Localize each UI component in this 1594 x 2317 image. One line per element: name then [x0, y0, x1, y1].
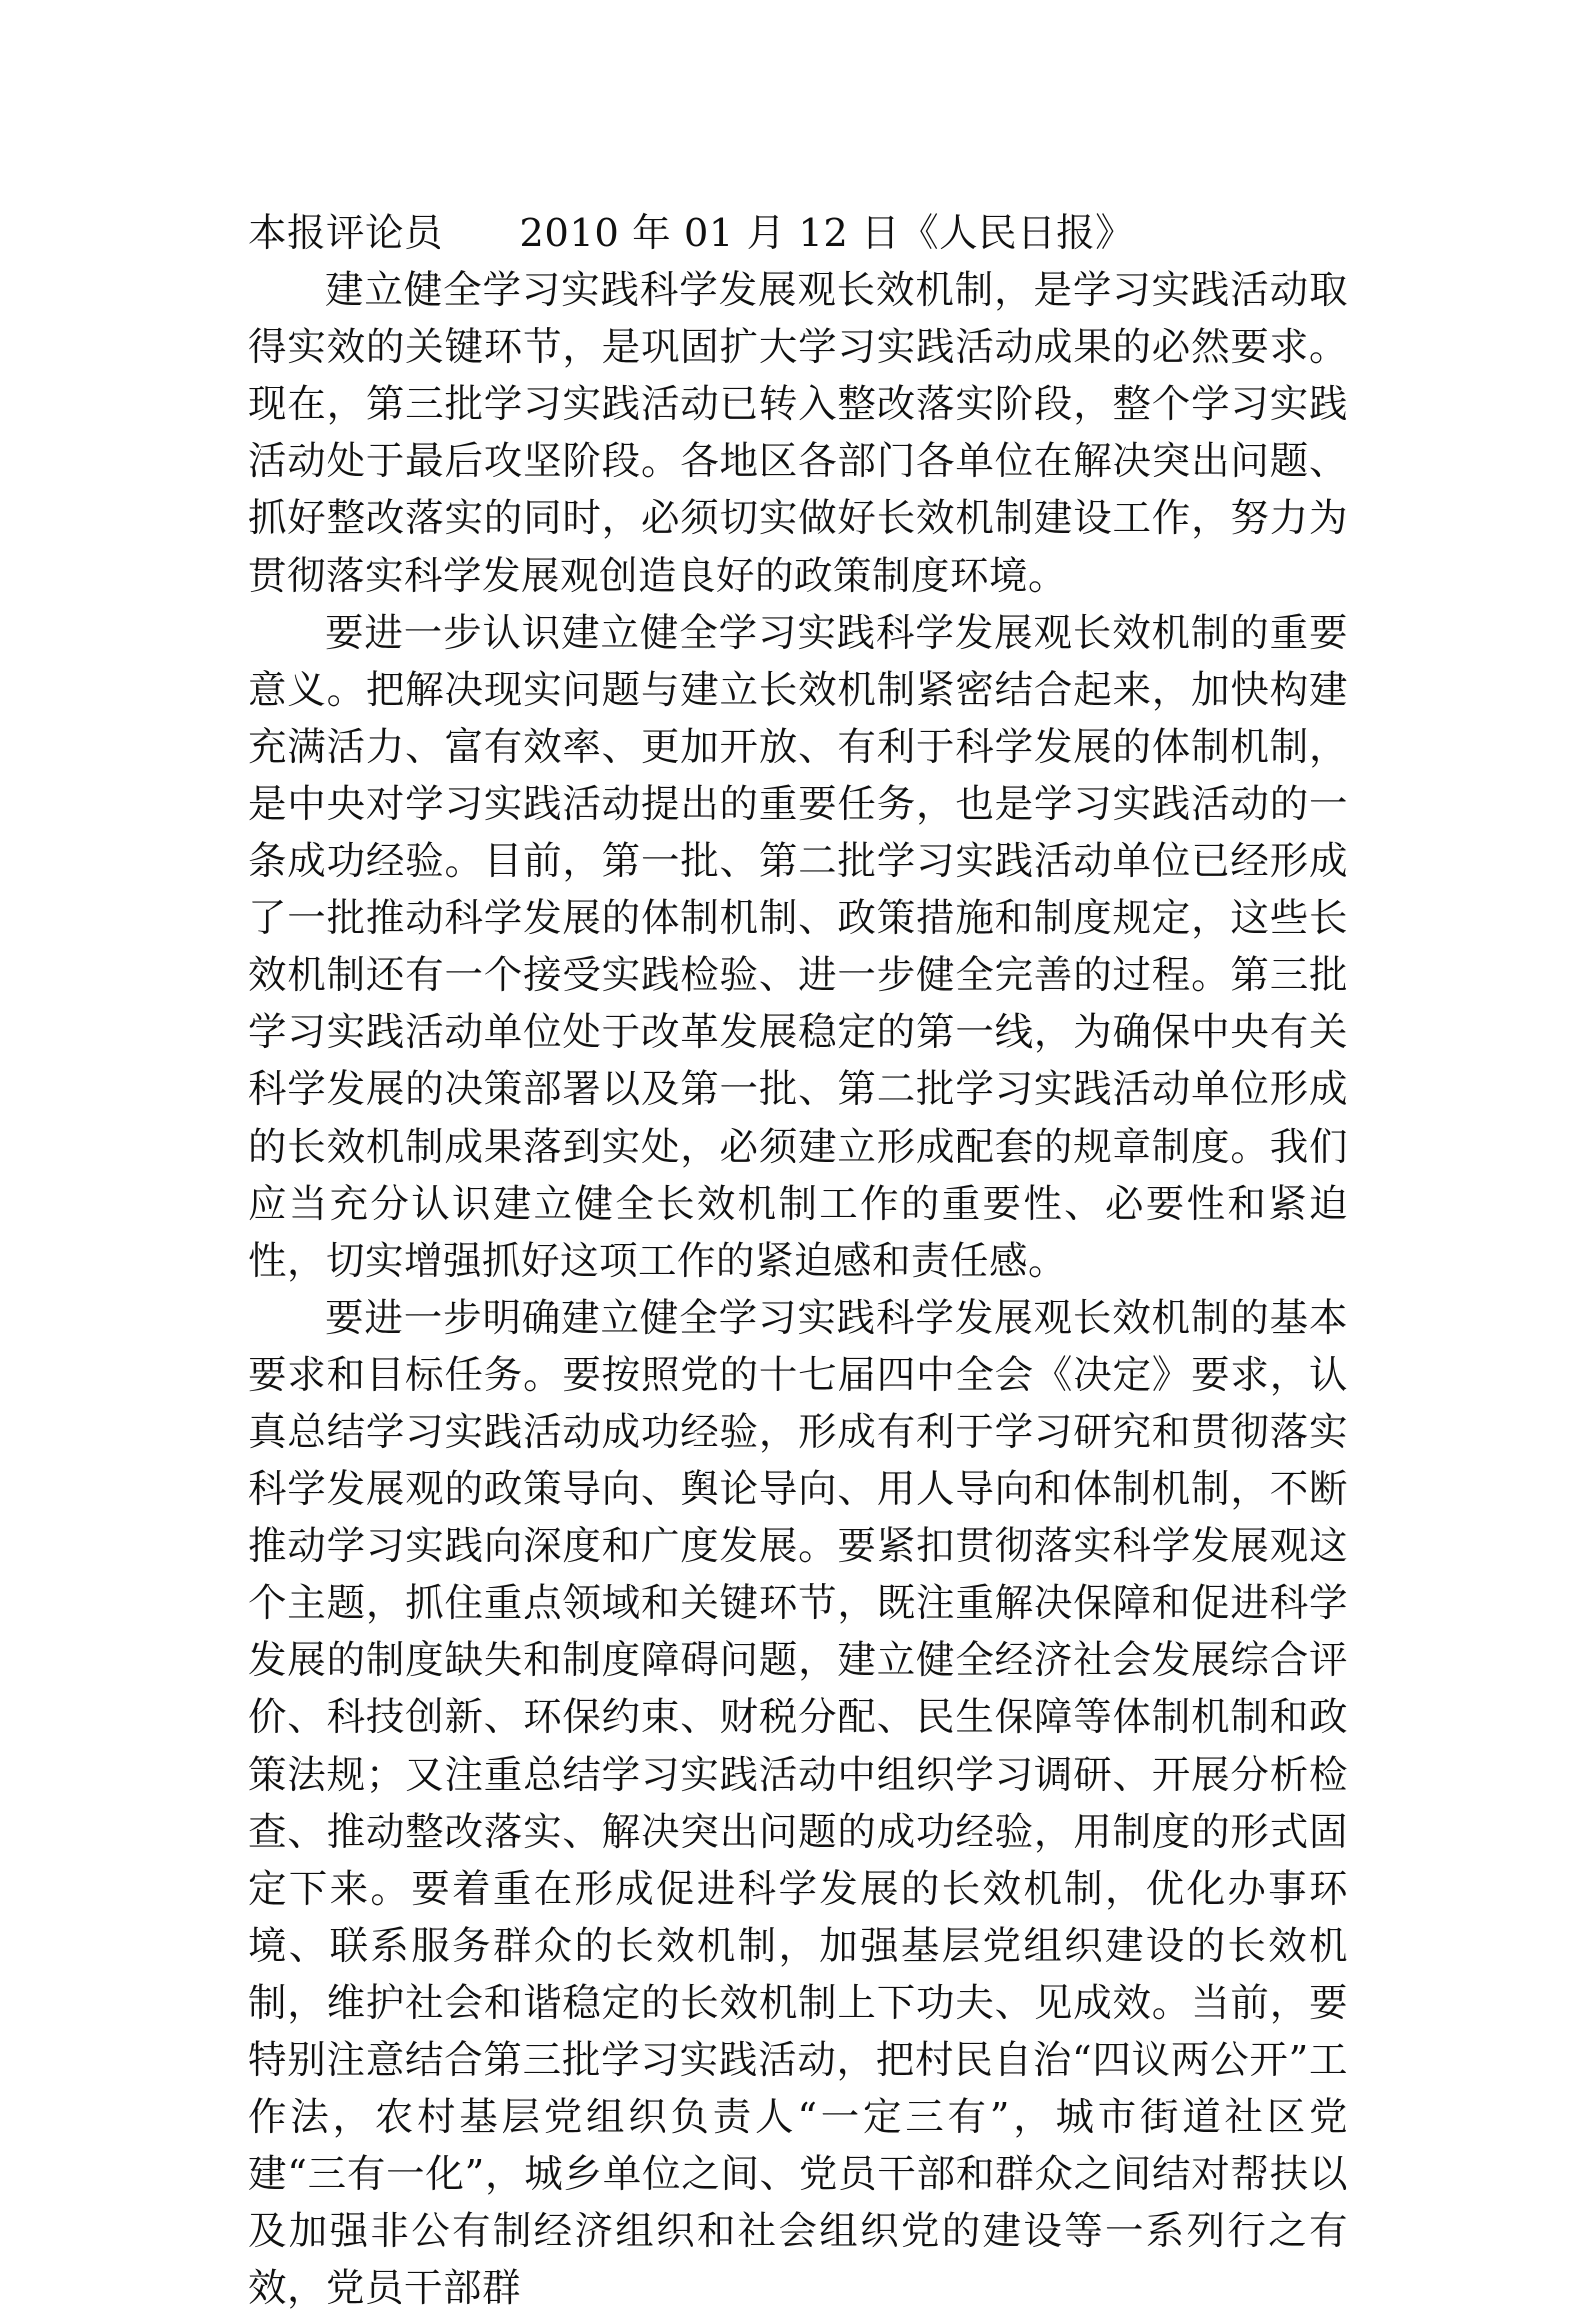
article-body	[248, 205, 1348, 2317]
article-paragraph-2: 要进一步认识建立健全学习实践科学发展观长效机制的重要意义。把解决现实问题与建立长效机制紧密结合起来，加快构建充满活力、富有效率、更加开放、有利于科学发展的体制机制，是中央对学习实践活动提出的重要任务，也是学习实践活动的一条成功经验。目前，第一批、第二批学习实践活动单位已经形成了一批推动科学发展的体制机制、政策措施和制度规定，这些长效机制还有一个接受实践检验、进一步健全完善的过程。第三批学习实践活动单位处于改革发展稳定的第一线，为确保中央有关科学发展的决策部署以及第一批、第二批学习实践活动单位形成的长效机制成果落到实处，必须建立形成配套的规章制度。我们应当充分认识建立健全长效机制工作的重要性、必要性和紧迫性，切实增强抓好这项工作的紧迫感和责任感。	[248, 610, 1348, 1284]
article-byline: 本报评论员 2010 年 01 月 12 日《人民日报》	[248, 211, 1135, 256]
article-paragraph-1: 建立健全学习实践科学发展观长效机制，是学习实践活动取得实效的关键环节，是巩固扩大学习实践活动成果的必然要求。现在，第三批学习实践活动已转入整改落实阶段，整个学习实践活动处于最后攻坚阶段。各地区各部门各单位在解决突出问题、抓好整改落实的同时，必须切实做好长效机制建设工作，努力为贯彻落实科学发展观创造良好的政策制度环境。	[248, 268, 1348, 599]
article-paragraph-3: 要进一步明确建立健全学习实践科学发展观长效机制的基本要求和目标任务。要按照党的十七届四中全会《决定》要求，认真总结学习实践活动成功经验，形成有利于学习研究和贯彻落实科学发展观的政策导向、舆论导向、用人导向和体制机制，不断推动学习实践向深度和广度发展。要紧扣贯彻落实科学发展观这个主题，抓住重点领域和关键环节，既注重解决保障和促进科学发展的制度缺失和制度障碍问题，建立健全经济社会发展综合评价、科技创新、环保约束、财税分配、民生保障等体制机制和政策法规；又注重总结学习实践活动中组织学习调研、开展分析检查、推动整改落实、解决突出问题的成功经验，用制度的形式固定下来。要着重在形成促进科学发展的长效机制，优化办事环境、联系服务群众的长效机制，加强基层党组织建设的长效机制，维护社会和谐稳定的长效机制上下功夫、见成效。当前，要特别注意结合第三批学习实践活动，把村民自治“四议两公开”工作法，农村基层党组织负责人“一定三有”，城市街道社区党建“三有一化”，城乡单位之间、党员干部和群众之间结对帮扶以及加强非公有制经济组织和社会组织党的建设等一系列行之有效，党员干部群	[248, 1295, 1348, 2312]
